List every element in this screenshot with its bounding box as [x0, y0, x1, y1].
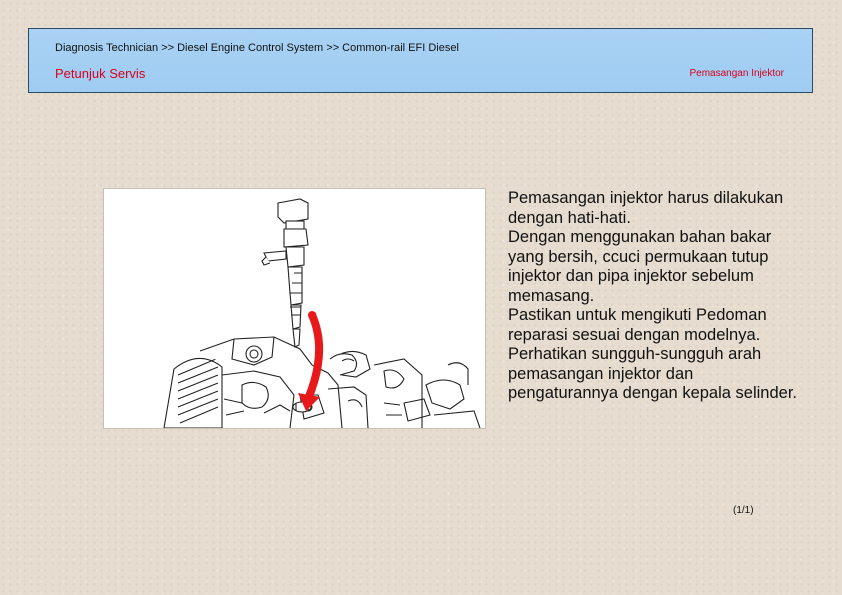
- page-number: (1/1): [733, 505, 754, 516]
- technician-hand: [330, 354, 357, 375]
- instruction-paragraph: Dengan menggunakan bahan bakar yang bersih, ccuci permukaan tutup injektor dan pipa injektor sebelum memasang.: [508, 228, 772, 305]
- breadcrumb: Diagnosis Technician >> Diesel Engine Control System >> Common-rail EFI Diesel: [55, 42, 459, 54]
- instruction-paragraph: Pemasangan injektor harus dilakukan dengan hati-hati.: [508, 189, 784, 227]
- section-title: Petunjuk Servis: [55, 66, 146, 81]
- page-title: Pemasangan Injektor: [689, 68, 784, 79]
- engine-intake-ribs: [164, 358, 222, 428]
- instruction-text: [508, 189, 798, 404]
- injector-body: [262, 199, 308, 347]
- header-bar: [28, 28, 813, 93]
- instruction-paragraph: Pastikan untuk mengikuti Pedoman reparasi sesuai dengan modelnya.: [508, 306, 767, 344]
- cylinder-head: [200, 337, 368, 428]
- injector-drawing: [104, 189, 485, 428]
- injector-installation-illustration: [103, 188, 486, 429]
- instruction-paragraph: Perhatikan sungguh-sungguh arah pemasangan injektor dan pengaturannya dengan kepala selinder.: [508, 345, 797, 402]
